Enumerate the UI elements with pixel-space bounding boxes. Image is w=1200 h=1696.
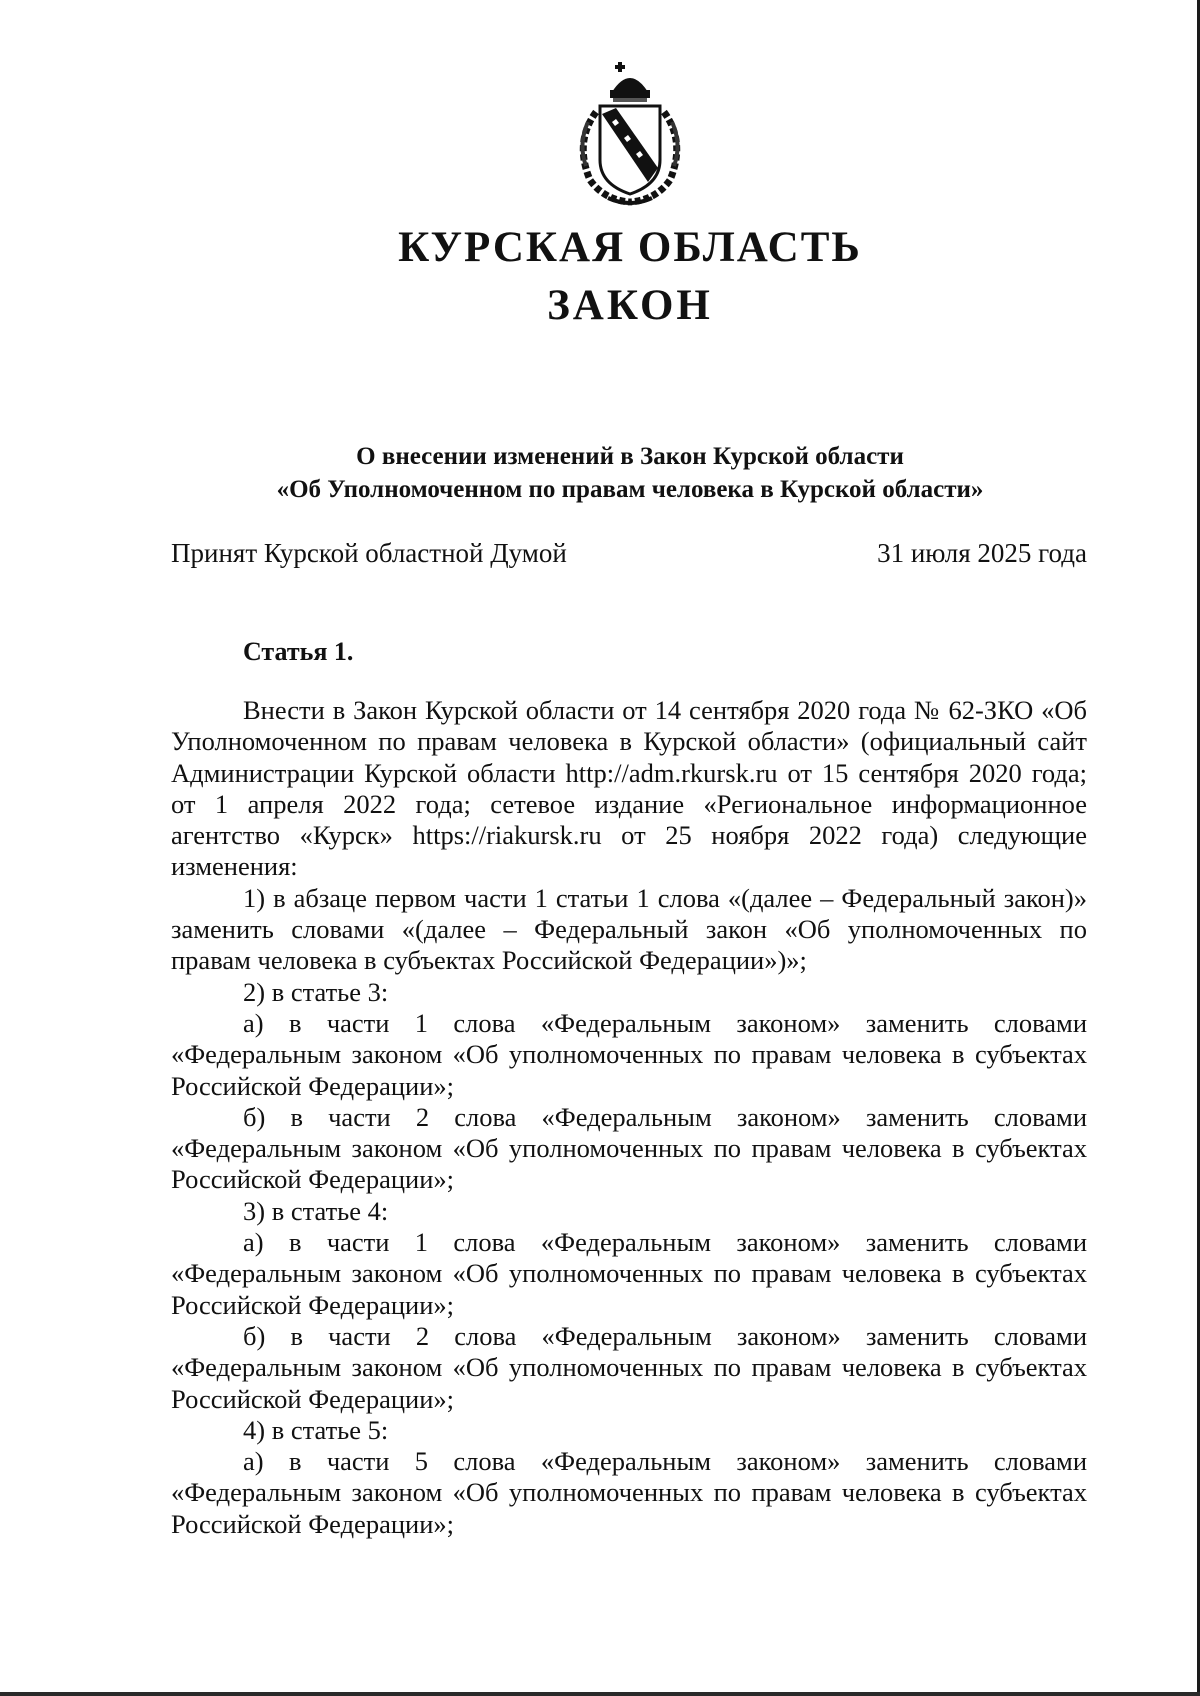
- law-title-line-1: О внесении изменений в Закон Курской области: [356, 443, 904, 470]
- adoption-date: 31 июля 2025 года: [877, 538, 1087, 568]
- region-title: КУРСКАЯ ОБЛАСТЬ: [398, 224, 862, 271]
- law-title: [0, 440, 1200, 506]
- article-paragraph: 2) в статье 3:: [243, 976, 389, 1007]
- article-paragraph: 3) в статье 4:: [243, 1195, 389, 1226]
- article-paragraph: б) в части 2 слова «Федеральным законом» заменить словами «Федеральным законом «Об уполномоченных по правам человека в субъектах Российской Федерации»;: [171, 1101, 1087, 1195]
- adopted-by: Принят Курской областной Думой: [171, 538, 567, 568]
- adoption-row: [171, 537, 1087, 569]
- article-paragraph: б) в части 2 слова «Федеральным законом» заменить словами «Федеральным законом «Об уполномоченных по правам человека в субъектах Российской Федерации»;: [171, 1320, 1087, 1414]
- article-paragraph: 4) в статье 5:: [243, 1414, 389, 1445]
- article-body: [171, 695, 1087, 1540]
- article-paragraph: а) в части 1 слова «Федеральным законом» заменить словами «Федеральным законом «Об уполномоченных по правам человека в субъектах Российской Федерации»;: [171, 1007, 1087, 1101]
- article-heading: Статья 1.: [243, 637, 354, 666]
- article-paragraph: 1) в абзаце первом части 1 статьи 1 слова «(далее – Федеральный закон)» заменить словами «(далее – Федеральный закон «Об уполномоченных по правам человека в субъектах Российской Федерации»)»;: [171, 882, 1087, 976]
- article-paragraph: а) в части 5 слова «Федеральным законом» заменить словами «Федеральным законом «Об уполномоченных по правам человека в субъектах Российской Федерации»;: [171, 1446, 1087, 1539]
- coat-of-arms-icon: [560, 62, 700, 207]
- article-paragraph: Внести в Закон Курской области от 14 сентября 2020 года № 62-ЗКО «Об Уполномоченном по правам человека в Курской области» (официальный сайт Администрации Курской области http://adm.rkursk.ru от 15 сентября 2020 года; от 1 апреля 2022 года; сетевое издание «Региональное информационное агентство «Курск» https://riakursk.ru от 25 ноября 2022 года) следующие изменения:: [171, 695, 1087, 882]
- law-title-line-2: «Об Уполномоченном по правам человека в Курской области»: [276, 476, 984, 503]
- scan-bottom-edge: [0, 1692, 1200, 1696]
- article-paragraph: а) в части 1 слова «Федеральным законом» заменить словами «Федеральным законом «Об уполномоченных по правам человека в субъектах Российской Федерации»;: [171, 1227, 1087, 1320]
- document-kind: ЗАКОН: [547, 282, 713, 329]
